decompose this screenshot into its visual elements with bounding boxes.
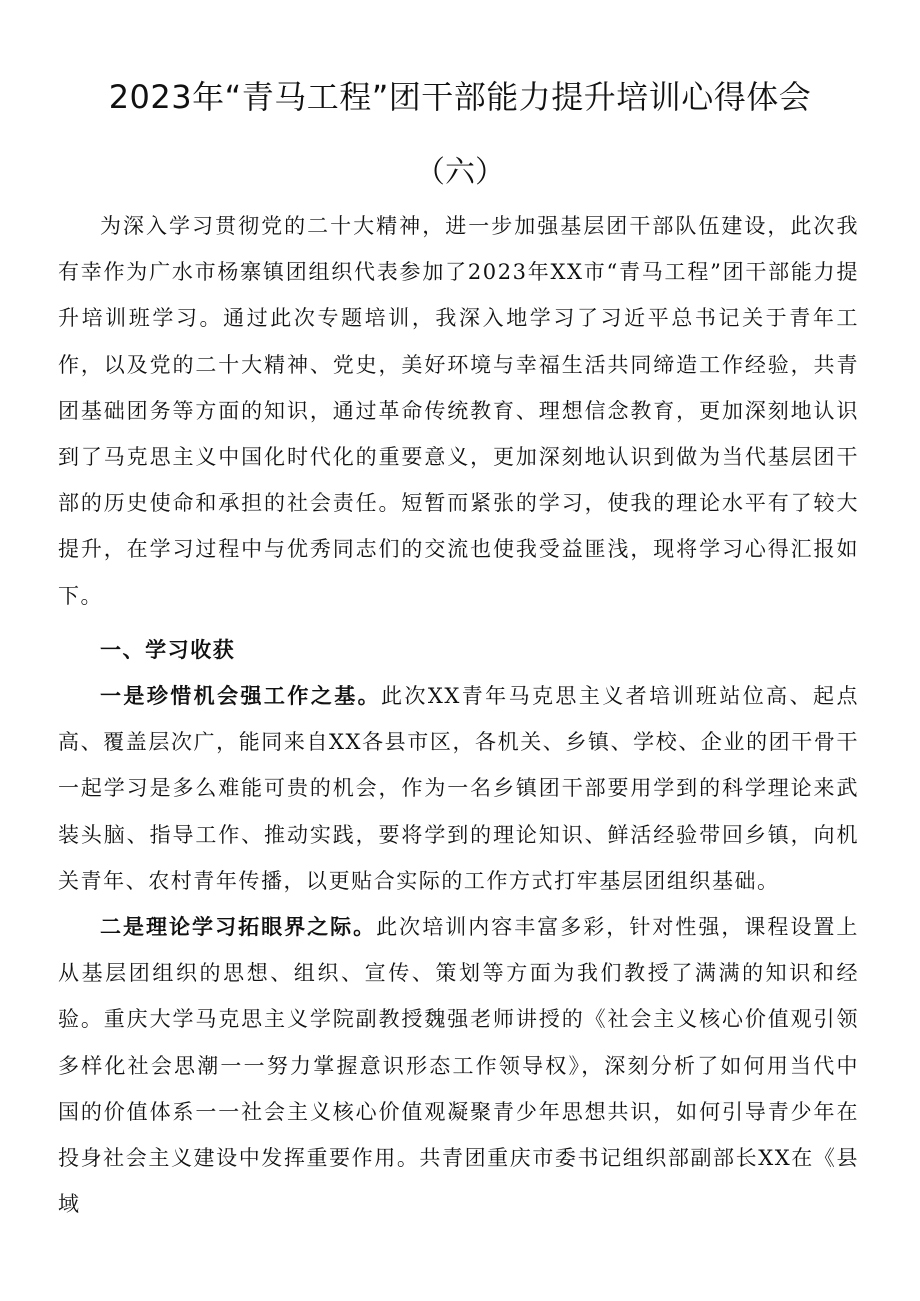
section-heading-text: 一、学习收获 (100, 637, 236, 662)
document-subtitle: （六） (415, 155, 505, 190)
point-one-lead: 一是珍惜机会强工作之基。 (100, 684, 382, 709)
point-two-text: 此次培训内容丰富多彩，针对性强，课程设置上从基层团组织的思想、组织、宣传、策划等方面为我们教授了满满的知识和经验。重庆大学马克思主义学院副教授魏强老师讲授的《社会主义核心价值观引领多样化社会思潮一一努力掌握意识形态工作领导权》，深刻分析了如何用当代中国的价值体系一一社会主义核心价值观凝聚青少年思想共识，如何引导青少年在投身社会主义建设中发挥重要作用。共青团重庆市委书记组织部副部长XX在《县域 (58, 915, 859, 1217)
section-heading (58, 627, 859, 673)
point-two-paragraph (58, 904, 859, 1227)
point-one-paragraph (58, 673, 859, 904)
point-two-lead: 二是理论学习拓眼界之际。 (100, 915, 377, 940)
intro-paragraph: 为深入学习贯彻党的二十大精神，进一步加强基层团干部队伍建设，此次我有幸作为广水市杨寨镇团组织代表参加了2023年XX市“青马工程”团干部能力提升培训班学习。通过此次专题培训，我深入地学习了习近平总书记关于青年工作，以及党的二十大精神、党史，美好环境与幸福生活共同缔造工作经验，共青团基础团务等方面的知识，通过革命传统教育、理想信念教育，更加深刻地认识到了马克思主义中国化时代化的重要意义，更加深刻地认识到做为当代基层团干部的历史使命和承担的社会责任。短暂而紧张的学习，使我的理论水平有了较大提升，在学习过程中与优秀同志们的交流也使我受益匪浅，现将学习心得汇报如下。 (58, 214, 859, 608)
document-body (58, 203, 859, 1227)
point-one-text: 此次XX青年马克思主义者培训班站位高、起点高、覆盖层次广，能同来自XX各县市区，各机关、乡镇、学校、企业的团干骨干一起学习是多么难能可贵的机会，作为一名乡镇团干部要用学到的科学理论来武装头脑、指导工作、推动实践，要将学到的理论知识、鲜活经验带回乡镇，向机关青年、农村青年传播，以更贴合实际的工作方式打牢基层团组织基础。 (58, 684, 859, 893)
document-title: 2023年“青马工程”团干部能力提升培训心得体会 (108, 78, 812, 116)
